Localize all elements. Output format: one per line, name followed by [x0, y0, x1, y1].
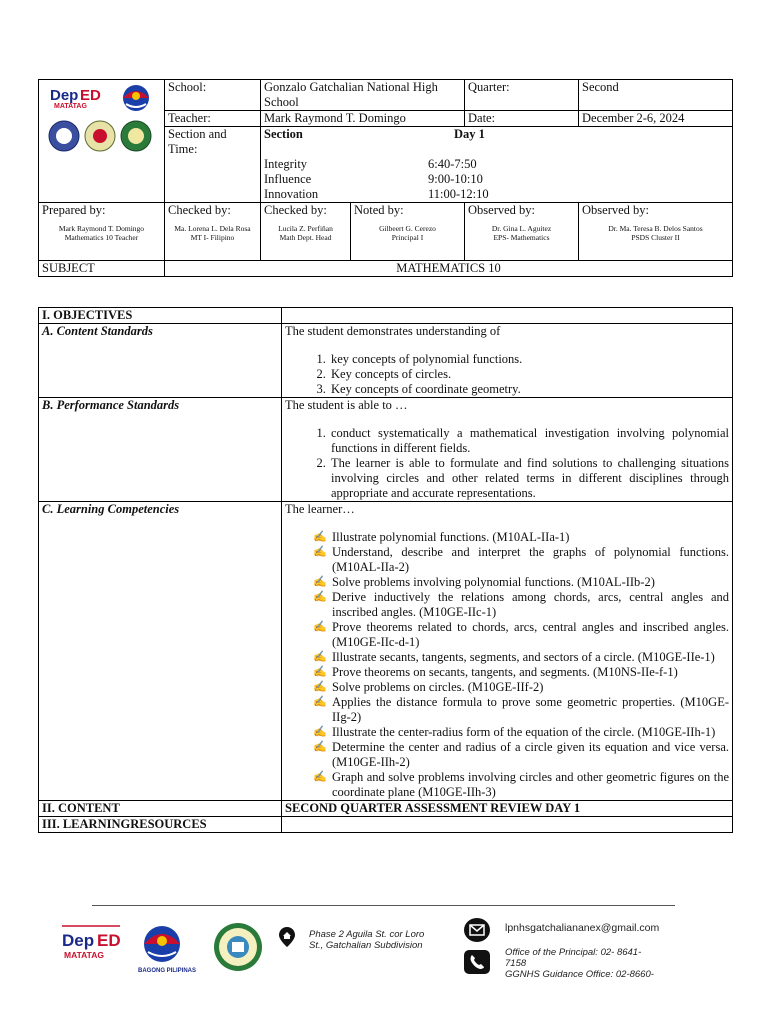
- writing-hand-icon: ✍: [313, 591, 327, 603]
- performance-standards-cell: The student is able to … 1. conduct systematically a mathematical investigation involving polynomial functions in different fields. 2. The learner is able to formulate and find solutions to challenging situations involving circles and other related terms in different disciplines through appropriate and accurate representations.: [282, 398, 733, 502]
- competency-item: ✍ Prove theorems related to chords, arcs, central angles and inscribed angles. (M10GE-IIc-d-1): [313, 620, 729, 649]
- footer-address: Phase 2 Aguila St. cor Loro St., Gatchalian Subdivision: [309, 929, 425, 951]
- subject-value: MATHEMATICS 10: [165, 261, 733, 277]
- footer-phones: Office of the Principal: 02- 8641- 7158 GGNHS Guidance Office: 02-8660-: [505, 947, 654, 980]
- subject-label: SUBJECT: [39, 261, 165, 277]
- competency-item: ✍ Solve problems on circles. (M10GE-IIf-2): [313, 680, 544, 694]
- school-label: School:: [165, 80, 261, 111]
- list-item: 2. The learner is able to formulate and find solutions to challenging situations involving circles and other related terms in different disciplines through appropriate and accurate representations.: [329, 456, 729, 501]
- role-cell: Checked by: Ma. Lorena L. Dela Rosa MT I- Filipino: [165, 203, 261, 261]
- writing-hand-icon: ✍: [313, 546, 327, 558]
- learning-competencies-cell: The learner… ✍ Illustrate polynomial functions. (M10AL-IIa-1) ✍ Understand, describe and interpret the graphs of polynomial functions. (M10AL-IIa-2) ✍ Solve problems involving polynomial functions. (M10AL-IIb-2) ✍ Derive inductively the relations among chords, arcs, central angles and inscribed angles. (M10GE-IIc-1) ✍ Prove theorems related to chords, arcs, central angles and inscribed angles. (M10GE-IIc-d-1) ✍ Illustrate secants, tangents, segments, and sectors of a circle. (M10GE-IIe-1) ✍ Prove theorems on secants, tangents, and segments. (M10NS-IIe-f-1) ✍ Solve problems on circles. (M10GE-IIf-2) ✍ Applies the distance formula to prove some geometric properties. (M10GE-IIg-2) ✍ Illustrate the center-radius form of the equation of the circle. (M10GE-IIh-1) ✍ Determine the center and radius of a circle given its equation and vice versa. (M10GE-IIh-2) ✍ Graph and solve problems involving circles and other geometric figures on the coordinate plane (M10GE-IIh-3): [282, 502, 733, 801]
- svg-text:Dep: Dep: [49, 87, 78, 104]
- competency-item: ✍ Derive inductively the relations among chords, arcs, central angles and inscribed angles. (M10GE-IIc-1): [313, 590, 729, 619]
- bagong-pilipinas-logo: [123, 85, 149, 111]
- dlp-header-table: [38, 79, 733, 277]
- writing-hand-icon: ✍: [313, 726, 327, 738]
- competency-item: ✍ Prove theorems on secants, tangents, and segments. (M10NS-IIe-f-1): [313, 665, 678, 679]
- day-head: Day 1: [454, 127, 485, 141]
- learning-competencies-label: C. Learning Competencies: [39, 502, 282, 801]
- content-heading: II. CONTENT: [39, 801, 282, 817]
- date-label: Date:: [465, 111, 579, 127]
- dlp-main-table: [38, 307, 733, 833]
- svg-text:ED: ED: [79, 87, 101, 104]
- footer-logos: [58, 922, 308, 974]
- competency-item: ✍ Determine the center and radius of a circle given its equation and vice versa. (M10GE-IIh-2): [313, 740, 729, 769]
- section-time-label: Section and Time:: [165, 127, 261, 203]
- footer-rule: [92, 905, 675, 906]
- teacher-label: Teacher:: [165, 111, 261, 127]
- content-standards-cell: The student demonstrates understanding of 1. key concepts of polynomial functions. 2. Key concepts of circles. 3. Key concepts of coordinate geometry.: [282, 324, 733, 398]
- competency-item: ✍ Solve problems involving polynomial functions. (M10AL-IIb-2): [313, 575, 655, 589]
- location-pin-icon: [278, 926, 296, 948]
- performance-standards-label: B. Performance Standards: [39, 398, 282, 502]
- svg-text:Dep: Dep: [62, 931, 95, 950]
- list-item: 1. conduct systematically a mathematical investigation involving polynomial functions in different fields.: [329, 426, 729, 456]
- competency-item: ✍ Understand, describe and interpret the graphs of polynomial functions. (M10AL-IIa-2): [313, 545, 729, 574]
- competency-item: ✍ Graph and solve problems involving circles and other geometric figures on the coordinate plane (M10GE-IIh-3): [313, 770, 729, 799]
- svg-text:BAGONG PILIPINAS: BAGONG PILIPINAS: [138, 968, 197, 974]
- content-value: SECOND QUARTER ASSESSMENT REVIEW DAY 1: [282, 801, 733, 817]
- section-row: Integrity 6:40-7:50: [264, 157, 477, 171]
- writing-hand-icon: ✍: [313, 696, 327, 708]
- seal-logos: [49, 121, 151, 151]
- quarter-value: Second: [579, 80, 733, 111]
- svg-text:MATATAG: MATATAG: [53, 103, 87, 110]
- phone-icon: [464, 950, 490, 974]
- content-standards-label: A. Content Standards: [39, 324, 282, 398]
- competency-item: ✍ Illustrate polynomial functions. (M10AL-IIa-1): [313, 530, 570, 544]
- writing-hand-icon: ✍: [313, 576, 327, 588]
- writing-hand-icon: ✍: [313, 666, 327, 678]
- competency-item: ✍ Illustrate secants, tangents, segments, and sectors of a circle. (M10GE-IIe-1): [313, 650, 715, 664]
- deped-logos: [44, 82, 160, 160]
- list-item: 2. Key concepts of circles.: [329, 367, 729, 382]
- list-item: 1. key concepts of polynomial functions.: [329, 352, 729, 367]
- competency-item: ✍ Applies the distance formula to prove some geometric properties. (M10GE-IIg-2): [313, 695, 729, 724]
- writing-hand-icon: ✍: [313, 621, 327, 633]
- role-cell: Prepared by: Mark Raymond T. Domingo Mathematics 10 Teacher: [39, 203, 165, 261]
- resources-heading: III. LEARNINGRESOURCES: [39, 817, 282, 833]
- logo-cell: [39, 80, 165, 203]
- svg-text:ED: ED: [97, 931, 121, 950]
- signatories-row: [39, 203, 733, 261]
- school-value: Gonzalo Gatchalian National High School: [261, 80, 465, 111]
- section-time-cell: [261, 127, 733, 203]
- date-value: December 2-6, 2024: [579, 111, 733, 127]
- role-cell: Observed by: Dr. Ma. Teresa B. Delos Santos PSDS Cluster II: [579, 203, 733, 261]
- section-row: Influence 9:00-10:10: [264, 172, 483, 186]
- writing-hand-icon: ✍: [313, 681, 327, 693]
- objectives-heading: I. OBJECTIVES: [39, 308, 282, 324]
- section-head: Section: [264, 127, 303, 141]
- list-item: 3. Key concepts of coordinate geometry.: [329, 382, 729, 397]
- role-cell: Checked by: Lucila Z. Perfiñan Math Dept. Head: [261, 203, 351, 261]
- writing-hand-icon: ✍: [313, 531, 327, 543]
- quarter-label: Quarter:: [465, 80, 579, 111]
- performance-standards-list: [285, 426, 729, 501]
- svg-text:MATATAG: MATATAG: [64, 950, 104, 960]
- writing-hand-icon: ✍: [313, 771, 327, 783]
- role-cell: Observed by: Dr. Gina L. Aguitez EPS- Mathematics: [465, 203, 579, 261]
- role-cell: Noted by: Gilbeert G. Cerezo Principal I: [351, 203, 465, 261]
- section-row: Innovation 11:00-12:10: [264, 187, 489, 201]
- writing-hand-icon: ✍: [313, 651, 327, 663]
- competency-item: ✍ Illustrate the center-radius form of the equation of the circle. (M10GE-IIh-1): [313, 725, 716, 739]
- content-standards-list: [285, 352, 729, 397]
- email-icon: [464, 918, 490, 942]
- footer-email: lpnhsgatchaliananex@gmail.com: [505, 922, 660, 934]
- competencies-list: [285, 530, 729, 800]
- writing-hand-icon: ✍: [313, 741, 327, 753]
- teacher-value: Mark Raymond T. Domingo: [261, 111, 465, 127]
